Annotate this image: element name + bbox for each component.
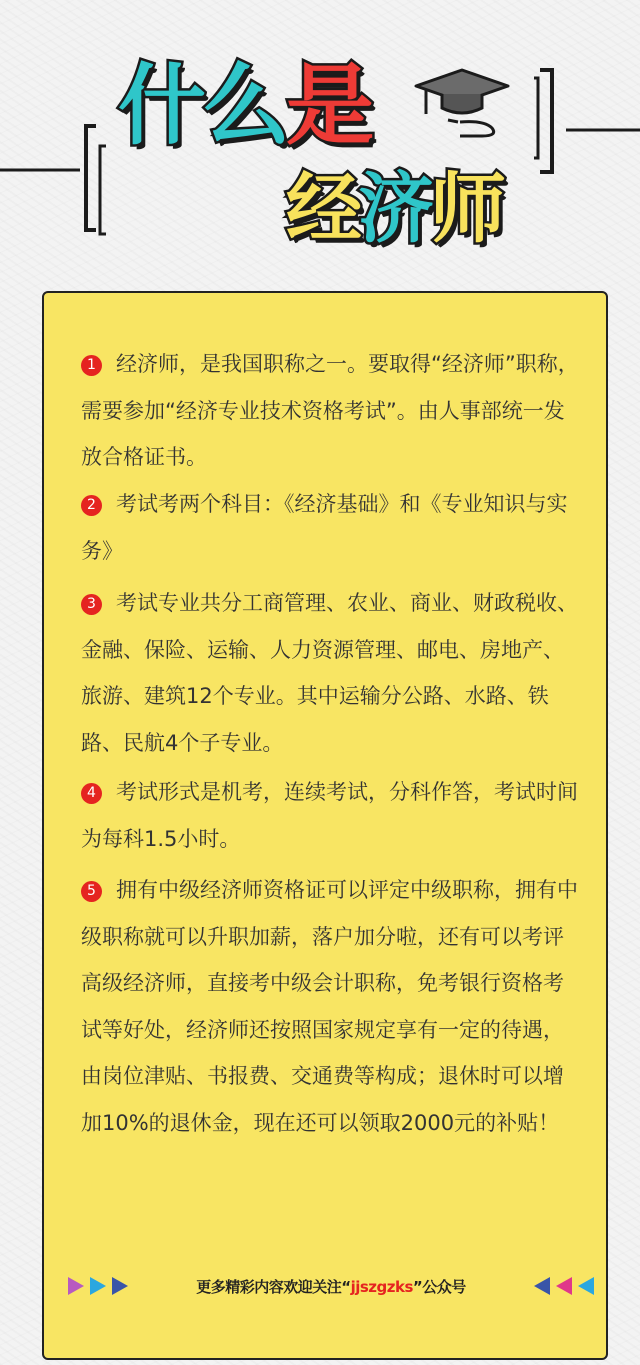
list-item-1 bbox=[81, 341, 581, 481]
title-line-1: 什么是 bbox=[118, 54, 371, 157]
graduation-cap-icon bbox=[412, 64, 512, 144]
list-item-5 bbox=[81, 867, 581, 1146]
item-text: 考试考两个科目：《经济基础》和《专业知识与实务》 bbox=[81, 492, 568, 563]
triangle-right-icon bbox=[68, 1277, 84, 1295]
item-text: 拥有中级经济师资格证可以评定中级职称，拥有中级职称就可以升职加薪，落户加分啦，还有可以考评高级经济师，直接考中级会计职称，免考银行资格考试等好处，经济师还按照国家规定享有一定的待遇，由岗位津贴、书报费、交通费等构成；退休时可以增加10%的退休金，现在还可以领取2000元的补贴！ bbox=[81, 878, 578, 1135]
triangle-left-icon bbox=[556, 1277, 572, 1295]
item-text: 考试专业共分工商管理、农业、商业、财政税收、金融、保险、运输、人力资源管理、邮电、房地产、旅游、建筑12个专业。其中运输分公路、水路、铁路、民航4个子专业。 bbox=[81, 591, 578, 755]
list-item-4 bbox=[81, 769, 581, 862]
header bbox=[0, 0, 640, 290]
info-card bbox=[42, 291, 608, 1360]
number-badge-icon: 4 bbox=[81, 783, 102, 804]
list-item-2 bbox=[81, 481, 581, 574]
footer-banner bbox=[68, 1271, 594, 1301]
triangle-right-icon bbox=[90, 1277, 106, 1295]
triangles-left bbox=[68, 1277, 128, 1295]
triangle-right-icon bbox=[112, 1277, 128, 1295]
title-line-2: 经济师 bbox=[286, 164, 502, 253]
account-name: jjszgzks bbox=[350, 1277, 413, 1296]
list-item-3 bbox=[81, 580, 581, 766]
triangle-left-icon bbox=[578, 1277, 594, 1295]
triangles-right bbox=[534, 1277, 594, 1295]
number-badge-icon: 2 bbox=[81, 495, 102, 516]
triangle-left-icon bbox=[534, 1277, 550, 1295]
item-text: 经济师，是我国职称之一。要取得“经济师”职称，需要参加“经济专业技术资格考试”。由人事部统一发放合格证书。 bbox=[81, 352, 579, 469]
item-text: 考试形式是机考，连续考试，分科作答，考试时间为每科1.5小时。 bbox=[81, 780, 578, 851]
number-badge-icon: 5 bbox=[81, 881, 102, 902]
follow-text: 更多精彩内容欢迎关注“jjszgzks”公众号 bbox=[196, 1277, 466, 1296]
number-badge-icon: 3 bbox=[81, 594, 102, 615]
number-badge-icon: 1 bbox=[81, 355, 102, 376]
